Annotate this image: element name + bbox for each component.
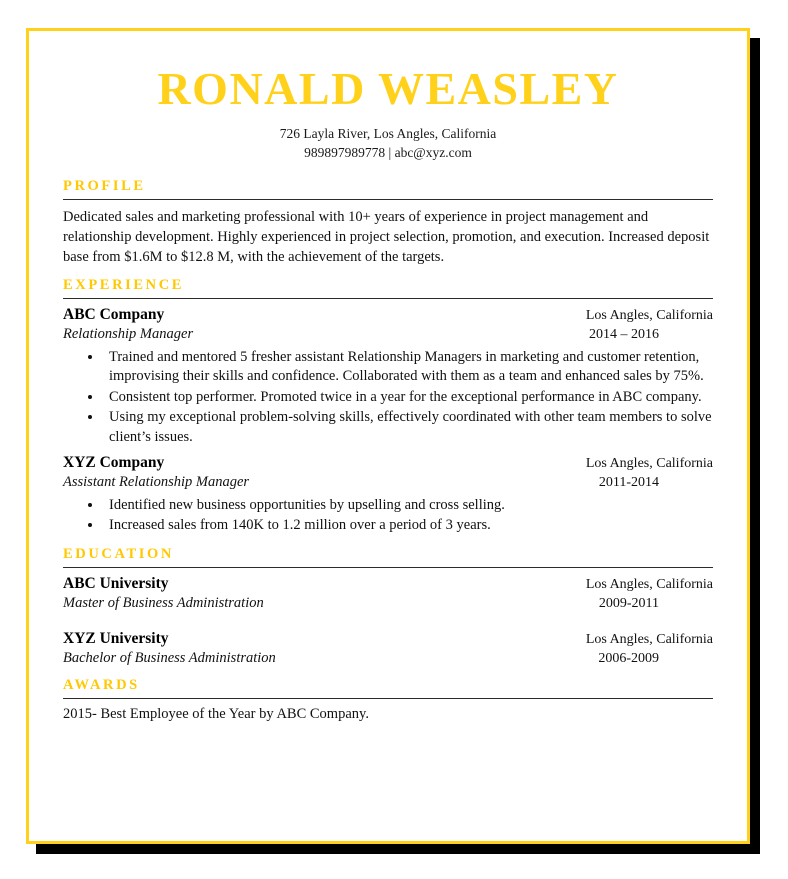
education-entry-subheader (63, 650, 713, 667)
education-institution: ABC University (63, 574, 169, 592)
list-item: • Using my exceptional problem-solving skills, effectively coordinated with other team members to solve client’s issues. (103, 408, 713, 447)
contact-phone-email: 989897989778 | abc@xyz.com (304, 144, 472, 160)
contact-block (63, 125, 713, 161)
education-institution: XYZ University (63, 629, 169, 647)
spacer (63, 614, 713, 626)
education-entry-header (63, 630, 713, 648)
resume-sheet (26, 28, 750, 844)
profile-body: Dedicated sales and marketing professional with 10+ years of experience in project management and relationship development. Highly experienced in project selection, promotion, and execution. Increased deposit base from $1.6M to $12.8 M, with the achievement of the targets. (63, 208, 710, 265)
experience-entry (63, 306, 713, 448)
page-title: RONALD WEASLEY (157, 63, 619, 114)
divider-experience (63, 298, 713, 299)
experience-entry (63, 454, 713, 536)
experience-entry-subheader (63, 326, 713, 343)
education-entry-subheader (63, 595, 713, 612)
experience-location: Los Angles, California (585, 307, 713, 323)
education-dates: 2006-2009 (598, 650, 659, 666)
experience-dates: 2014 – 2016 (589, 326, 659, 342)
list-item: • Trained and mentored 5 fresher assistant Relationship Managers in marketing and customer retention, improvising their skills and confidence. Collaborated with them as a team and enhanced sales by 75%. (103, 348, 713, 387)
divider-profile (63, 199, 713, 200)
awards-body: 2015- Best Employee of the Year by ABC Company. (63, 705, 369, 722)
divider-education (63, 567, 713, 568)
education-entry (63, 630, 713, 667)
section-heading-experience: EXPERIENCE (63, 276, 185, 293)
education-degree: Master of Business Administration (63, 594, 264, 611)
experience-role: Relationship Manager (63, 325, 194, 342)
education-entry-header (63, 575, 713, 593)
divider-awards (63, 698, 713, 699)
education-entry (63, 575, 713, 612)
experience-organization: XYZ Company (63, 453, 165, 471)
experience-location: Los Angles, California (585, 455, 713, 471)
section-heading-awards: AWARDS (63, 676, 140, 693)
list-item: • Identified new business opportunities by upselling and cross selling. (103, 496, 713, 516)
section-heading-education: EDUCATION (63, 545, 174, 562)
experience-dates: 2011-2014 (598, 474, 659, 490)
education-degree: Bachelor of Business Administration (63, 649, 276, 666)
section-heading-profile: PROFILE (63, 177, 146, 194)
experience-entry-header (63, 454, 713, 472)
list-item: • Consistent top performer. Promoted twice in a year for the exceptional performance in ABC company. (103, 388, 713, 408)
contact-address: 726 Layla River, Los Angles, California (279, 126, 497, 142)
list-item: • Increased sales from 140K to 1.2 million over a period of 3 years. (103, 516, 713, 536)
experience-organization: ABC Company (63, 305, 165, 323)
experience-bullet-list (63, 496, 713, 536)
experience-entry-subheader (63, 474, 713, 491)
experience-role: Assistant Relationship Manager (63, 473, 250, 490)
experience-entry-header (63, 306, 713, 324)
education-location: Los Angles, California (585, 631, 713, 647)
education-location: Los Angles, California (585, 576, 713, 592)
experience-bullet-list (63, 348, 713, 448)
education-dates: 2009-2011 (598, 595, 659, 611)
